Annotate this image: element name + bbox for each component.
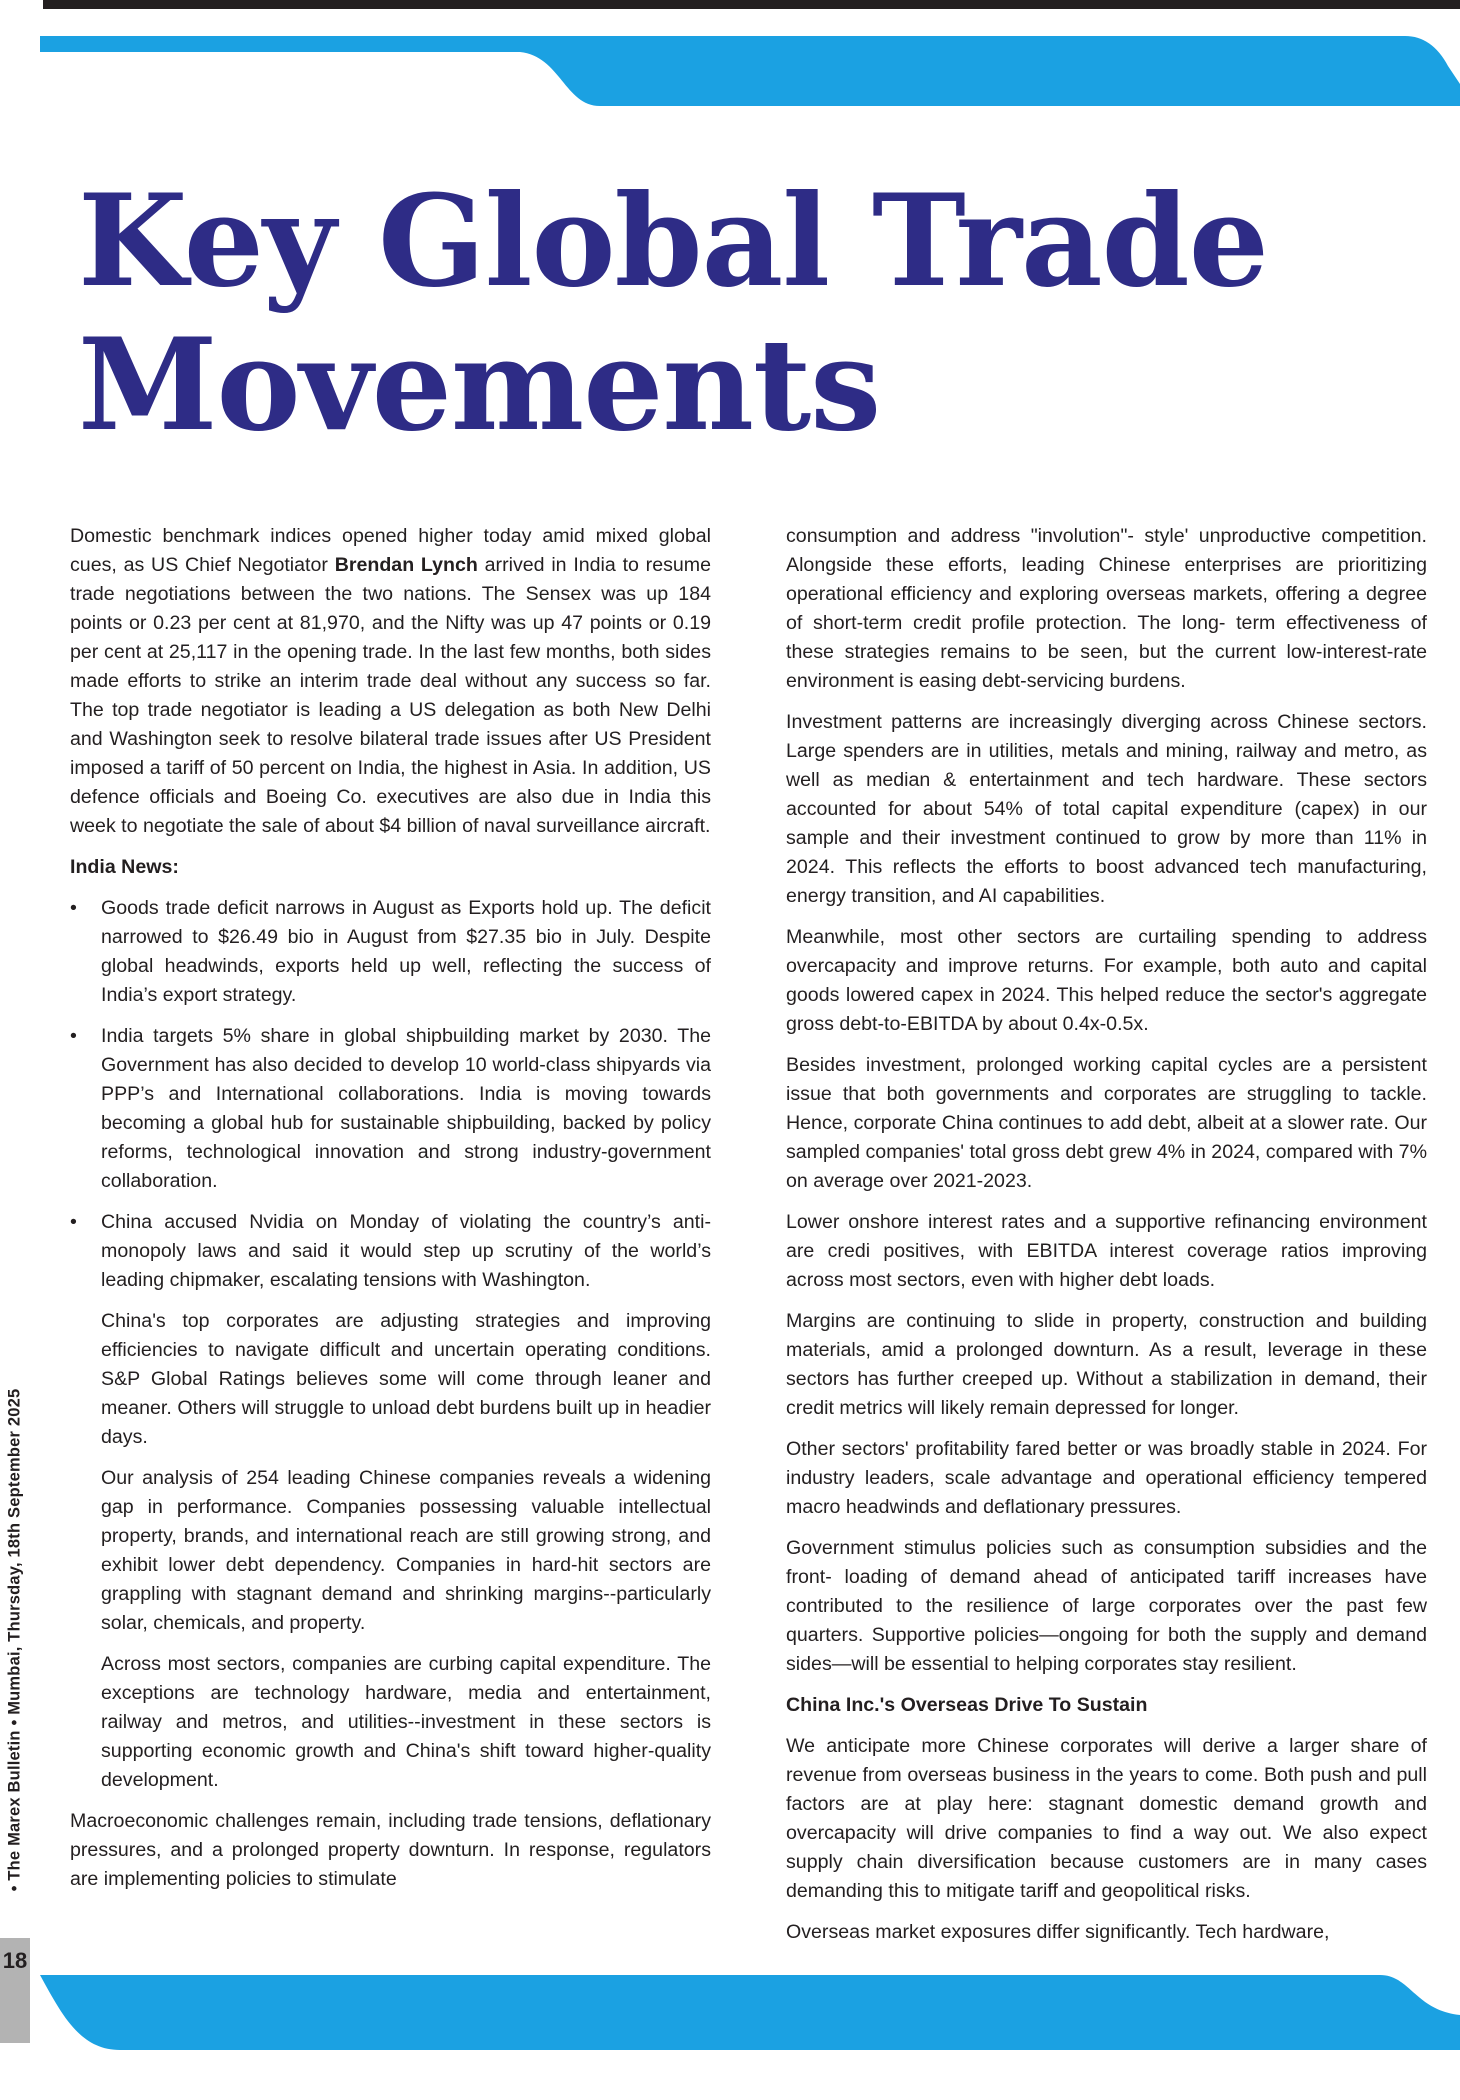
bottom-blue-swoosh: [0, 1975, 1460, 2050]
top-blue-swoosh: [0, 36, 1460, 106]
bottom-blue-strip: [40, 1975, 1460, 2050]
body-paragraph: Across most sectors, companies are curbing capital expenditure. The exceptions are technology hardware, media and entertainment, railway and metros, and utilities--investment in these sectors is supporting economic growth and China's shift toward higher-quality development.: [101, 1653, 711, 1791]
body-paragraph: Besides investment, prolonged working capital cycles are a persistent issue that both governments and corporates are struggling to tackle. Hence, corporate China continues to add debt, albeit at a slower rate. Our sampled companies' total gross debt grew 4% in 2024, compared with 7% on average over 2021-2023.: [786, 1054, 1427, 1192]
india-news-subhead: India News:: [70, 856, 179, 878]
india-news-list: [70, 894, 711, 1295]
body-paragraph: Meanwhile, most other sectors are curtailing spending to address overcapacity and improve returns. For example, both auto and capital goods lowered capex in 2024. This helped reduce the sector's aggregate gross debt-to-EBITDA by about 0.4x-0.5x.: [786, 926, 1427, 1035]
intro-paragraph: Domestic benchmark indices opened higher today amid mixed global cues, as US Chief Negotiator Brendan Lynch arrived in India to resume trade negotiations between the two nations. The Sensex was up 184 points or 0.23 per cent at 81,970, and the Nifty was up 47 points or 0.19 per cent at 25,117 in the opening trade. In the last few months, both sides made efforts to strike an interim trade deal without any success so far. The top trade negotiator is leading a US delegation as both New Delhi and Washington seek to resolve bilateral trade issues after US President imposed a tariff of 50 percent on India, the highest in Asia. In addition, US defence officials and Boeing Co. executives are also due in India this week to negotiate the sale of about $4 billion of naval surveillance aircraft.: [70, 525, 711, 837]
list-item: • Goods trade deficit narrows in August as Exports hold up. The deficit narrowed to $26.49 bio in August from $27.35 bio in July. Despite global headwinds, exports held up well, reflecting the success of India’s export strategy.: [70, 894, 711, 1010]
top-black-bar: [43, 0, 1460, 9]
left-column: [70, 522, 711, 1906]
body-paragraph: Lower onshore interest rates and a supportive refinancing environment are credi positives, with EBITDA interest coverage ratios improving across most sectors, even with higher debt loads.: [786, 1211, 1427, 1291]
bullet-icon: •: [70, 897, 77, 919]
body-paragraph: consumption and address "involution"- style' unproductive competition. Alongside these efforts, leading Chinese enterprises are prioritizing operational efficiency and exploring overseas markets, offering a degree of short-term credit profile protection. The long- term effectiveness of these strategies remains to be seen, but the current low-interest-rate environment is easing debt-servicing burdens.: [786, 525, 1427, 692]
article-title: Key Global Trade Movements: [78, 167, 1268, 459]
bullet-icon: •: [70, 1025, 77, 1047]
overseas-drive-subhead: China Inc.'s Overseas Drive To Sustain: [786, 1694, 1148, 1716]
body-paragraph: Our analysis of 254 leading Chinese companies reveals a widening gap in performance. Companies possessing valuable intellectual property, brands, and international reach are still growing strong, and exhibit lower debt dependency. Companies in hard-hit sectors are grappling with stagnant demand and shrinking margins--particularly solar, chemicals, and property.: [101, 1467, 711, 1634]
body-paragraph: China's top corporates are adjusting strategies and improving efficiencies to navigate difficult and uncertain operating conditions. S&P Global Ratings believes some will come through leaner and meaner. Others will struggle to unload debt burdens built up in headier days.: [101, 1310, 711, 1448]
body-paragraph: Margins are continuing to slide in property, construction and building materials, amid a prolonged downturn. As a result, leverage in these sectors has further creeped up. Without a stabilization in demand, their credit metrics will likely remain depressed for longer.: [786, 1310, 1427, 1419]
body-paragraph: Investment patterns are increasingly diverging across Chinese sectors. Large spenders are in utilities, metals and mining, railway and metro, as well as median & entertainment and tech hardware. These sectors accounted for about 54% of total capital expenditure (capex) in our sample and their investment continued to grow by more than 11% in 2024. This reflects the efforts to boost advanced tech manufacturing, energy transition, and AI capabilities.: [786, 711, 1427, 907]
bullet-icon: •: [70, 1211, 77, 1233]
body-paragraph: Government stimulus policies such as consumption subsidies and the front- loading of demand ahead of anticipated tariff increases have contributed to the resilience of large corporates over the past few quarters. Supportive policies—ongoing for both the supply and demand sides—will be essential to helping corporates stay resilient.: [786, 1537, 1427, 1675]
body-paragraph: We anticipate more Chinese corporates will derive a larger share of revenue from overseas business in the years to come. Both push and pull factors are at play here: stagnant domestic demand growth and overcapacity will drive companies to find a way out. We also expect supply chain diversification because customers are in many cases demanding this to mitigate tariff and geopolitical risks.: [786, 1735, 1427, 1902]
spine-publication-line: • The Marex Bulletin • Mumbai, Thursday, 18th September 2025: [5, 1388, 24, 1892]
list-item: • China accused Nvidia on Monday of violating the country’s anti-monopoly laws and said it would step up scrutiny of the world’s leading chipmaker, escalating tensions with Washington.: [70, 1208, 711, 1295]
negotiator-name: Brendan Lynch: [334, 554, 478, 576]
body-paragraph: Macroeconomic challenges remain, including trade tensions, deflationary pressures, and a prolonged property downturn. In response, regulators are implementing policies to stimulate: [70, 1810, 711, 1890]
list-item: • India targets 5% share in global shipbuilding market by 2030. The Government has also decided to develop 10 world-class shipyards via PPP’s and International collaborations. India is moving towards becoming a global hub for sustainable shipbuilding, backed by policy reforms, technological innovation and strong industry-government collaboration.: [70, 1022, 711, 1196]
body-paragraph: Other sectors' profitability fared better or was broadly stable in 2024. For industry leaders, scale advantage and operational efficiency tempered macro headwinds and deflationary pressures.: [786, 1438, 1427, 1518]
top-blue-strip: [40, 36, 1460, 106]
body-paragraph: Overseas market exposures differ significantly. Tech hardware,: [786, 1921, 1330, 1943]
page-number: 18: [2, 1948, 28, 1973]
right-column: [786, 522, 1427, 1959]
